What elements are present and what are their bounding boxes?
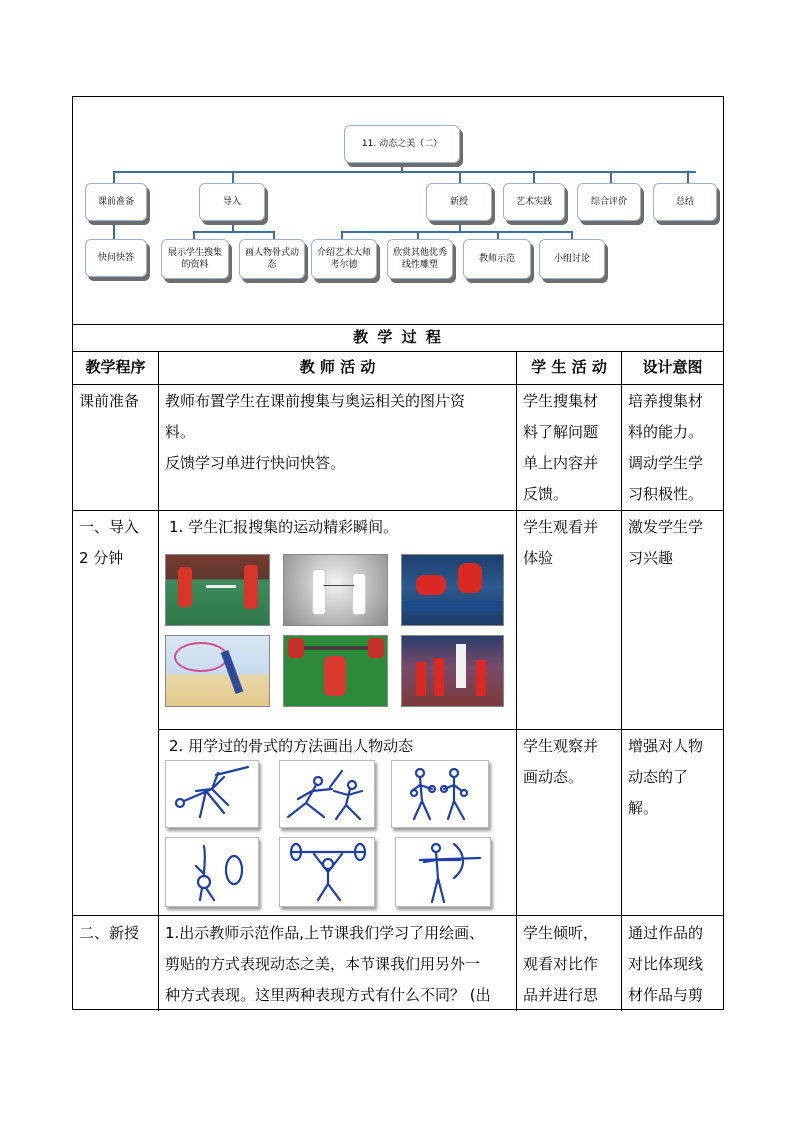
mindmap-node-calder: 介绍艺术大师考尔德 (311, 239, 377, 279)
badminton-photo (165, 554, 270, 626)
prep-student: 学生搜集材 料了解问题 单上内容并 反馈。 (523, 392, 599, 503)
new-procedure: 二、新授 (79, 924, 140, 942)
mindmap-node-demo: 教师示范 (463, 239, 531, 279)
intro-student2: 学生观察并 画动态。 (523, 737, 599, 786)
mindmap-node-evaluation: 综合评价 (577, 183, 641, 221)
new-student: 学生倾听， 观看对比作 品并进行思 (523, 924, 599, 1004)
intro-student1: 学生观看并 体验 (523, 518, 599, 567)
stick-figure-boxing (391, 760, 489, 828)
intro-intent1: 激发学生学 习兴趣 (628, 518, 704, 567)
mindmap-node-prep: 课前准备 (85, 183, 147, 221)
mindmap (73, 97, 723, 324)
mindmap-node-summary: 总结 (653, 183, 717, 221)
intro-teacher-item2: 2. 用学过的骨式的方法画出人物动态 (169, 737, 414, 755)
divider (73, 384, 723, 385)
new-intent: 通过作品的 对比体现线 材作品与剪 (628, 924, 704, 1004)
fencing-photo (283, 554, 388, 626)
header-procedure: 教学程序 (85, 358, 146, 376)
divider (621, 351, 622, 1011)
header-intent: 设计意图 (642, 358, 703, 376)
stick-figure-fencing (279, 760, 375, 828)
stick-figure-ribbon (165, 837, 259, 907)
divider (73, 510, 723, 511)
intro-teacher-item1: 1. 学生汇报搜集的运动精彩瞬间。 (169, 518, 399, 536)
mindmap-node-practice: 艺术实践 (503, 183, 565, 221)
mindmap-node-discussion: 小组讨论 (539, 239, 605, 279)
basketball-photo (401, 635, 504, 707)
divider (516, 351, 517, 1011)
table-tennis-photo (401, 554, 504, 626)
intro-intent2: 增强对人物 动态的了 解。 (628, 737, 704, 817)
mindmap-node-intro: 导入 (199, 183, 265, 221)
mindmap-root: 11. 动态之美（二） (344, 125, 460, 163)
prep-procedure: 课前准备 (79, 392, 140, 410)
mindmap-node-sculpture: 欣赏其他优秀线性雕塑 (387, 239, 453, 279)
divider (158, 351, 159, 1011)
divider (73, 915, 723, 916)
mindmap-node-quiz: 快问快答 (85, 239, 147, 277)
mindmap-node-new: 新授 (426, 183, 492, 221)
header-teacher: 教 师 活 动 (299, 358, 376, 376)
stick-figure-archery (395, 837, 491, 907)
stick-figure-weightlifting (279, 837, 375, 907)
intro-procedure: 一、导入 2 分钟 (79, 518, 140, 567)
weightlifting-photo (283, 635, 388, 707)
header-student: 学 生 活 动 (531, 358, 607, 376)
section-title: 教 学 过 程 (353, 328, 443, 346)
mindmap-node-show-materials: 展示学生搜集的资料 (161, 239, 229, 279)
stick-figure-javelin (165, 760, 259, 828)
mindmap-node-skeleton: 画人物骨式动态 (239, 239, 305, 279)
divider (158, 729, 723, 730)
gymnastics-photo (165, 635, 270, 707)
prep-intent: 培养搜集材 料的能力。 调动学生学 习积极性。 (628, 392, 704, 503)
prep-teacher: 教师布置学生在课前搜集与奥运相关的图片资 料。 反馈学习单进行快问快答。 (165, 392, 466, 472)
lesson-table (72, 96, 724, 1010)
new-teacher: 1.出示教师示范作品,上节课我们学习了用绘画、 剪贴的方式表现动态之美，本节课我们用另外一 种方式表现。这里两种表现方式有什么不同？ (出 (165, 924, 491, 1004)
